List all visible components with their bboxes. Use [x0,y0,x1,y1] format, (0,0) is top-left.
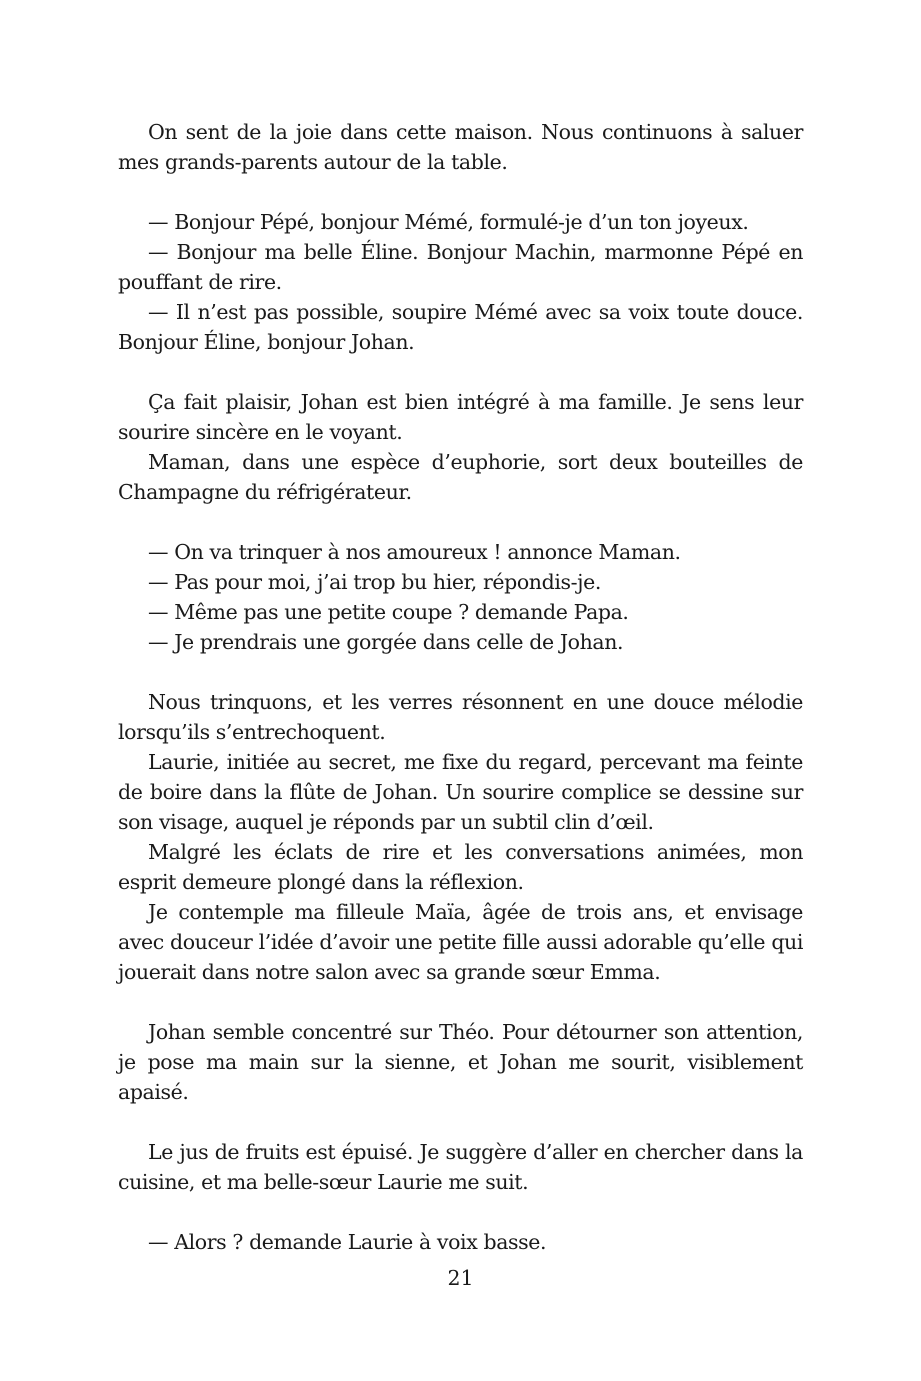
paragraph-gap [118,357,803,387]
paragraph: Malgré les éclats de rire et les conversations animées, mon esprit demeure plongé dans la réflexion. [118,840,803,894]
paragraph-gap [118,657,803,687]
paragraph: Laurie, initiée au secret, me fixe du regard, percevant ma feinte de boire dans la flûte de Johan. Un sourire complice se dessine sur son visage, auquel je réponds par un subtil clin d’œil. [118,750,803,834]
dialogue-line: — Bonjour ma belle Éline. Bonjour Machin, marmonne Pépé en pouffant de rire. [118,240,803,294]
paragraph: Ça fait plaisir, Johan est bien intégré à ma famille. Je sens leur sourire sincère en le voyant. [118,390,803,444]
paragraph: Je contemple ma filleule Maïa, âgée de trois ans, et envisage avec douceur l’idée d’avoir une petite fille aussi adorable qu’elle qui jouerait dans notre salon avec sa grande sœur Emma. [118,900,803,984]
page-body [118,117,803,1257]
dialogue-line: — Alors ? demande Laurie à voix basse. [148,1230,547,1254]
paragraph-gap [118,1107,803,1137]
paragraph-gap [118,177,803,207]
dialogue-line: — Même pas une petite coupe ? demande Papa. [148,600,629,624]
dialogue-line: — Il n’est pas possible, soupire Mémé avec sa voix toute douce. Bonjour Éline, bonjour Johan. [118,300,803,354]
dialogue-line: — Pas pour moi, j’ai trop bu hier, répondis-je. [148,570,601,594]
dialogue-line: — On va trinquer à nos amoureux ! annonce Maman. [148,540,681,564]
paragraph-gap [118,987,803,1017]
dialogue-line: — Je prendrais une gorgée dans celle de Johan. [148,630,624,654]
paragraph: On sent de la joie dans cette maison. Nous continuons à saluer mes grands-parents autour de la table. [118,120,803,174]
paragraph: Johan semble concentré sur Théo. Pour détourner son attention, je pose ma main sur la sienne, et Johan me sourit, visiblement apaisé. [118,1020,803,1104]
paragraph: Nous trinquons, et les verres résonnent en une douce mélodie lorsqu’ils s’entrechoquent. [118,690,803,744]
paragraph: Le jus de fruits est épuisé. Je suggère d’aller en chercher dans la cuisine, et ma belle-sœur Laurie me suit. [118,1140,803,1194]
paragraph-gap [118,1197,803,1227]
paragraph-gap [118,507,803,537]
paragraph: Maman, dans une espèce d’euphorie, sort deux bouteilles de Champagne du réfrigérateur. [118,450,803,504]
dialogue-line: — Bonjour Pépé, bonjour Mémé, formulé-je d’un ton joyeux. [148,210,749,234]
page-number: 21 [447,1266,474,1290]
